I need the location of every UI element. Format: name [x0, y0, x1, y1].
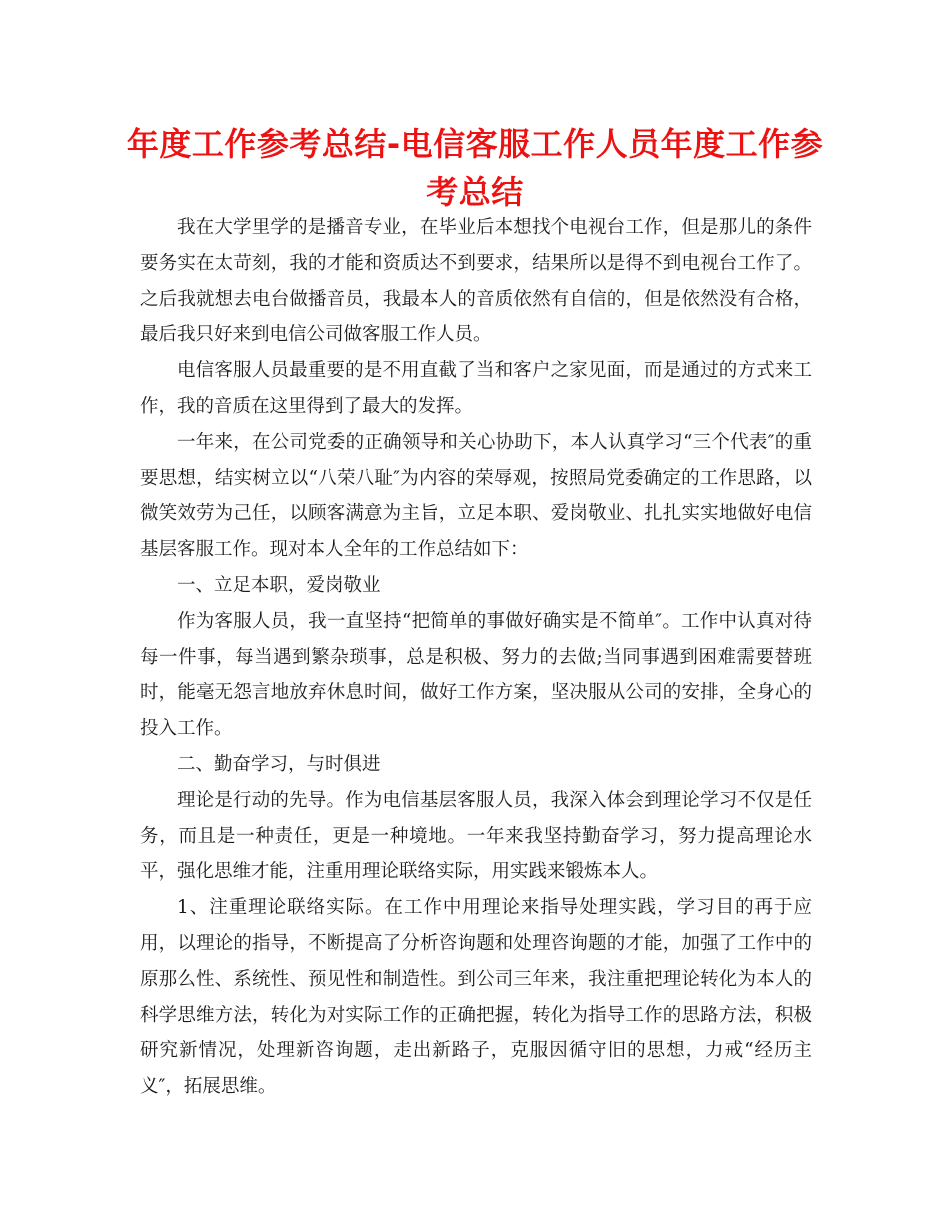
- paragraph-point-1: 1、注重理论联络实际。在工作中用理论来指导处理实践，学习目的再于应用，以理论的指导，不断提高了分析咨询题和处理咨询题的才能，加强了工作中的原那么性、系统性、预见性和制造性。到公司三年来，我注重把理论转化为本人的科学思维方法，转化为对实际工作的正确把握，转化为指导工作的思路方法，积极研究新情况，处理新咨询题，走出新路子，克服因循守旧的思想，力戒“经历主义″，拓展思维。: [140, 897, 812, 1098]
- document-body: [140, 210, 812, 1105]
- paragraph-overview: 一年来，在公司党委的正确领导和关心协助下，本人认真学习“三个代表″的重要思想，结实树立以“八荣八耻″为内容的荣辱观，按照局党委确定的工作思路，以微笑效劳为己任，以顾客满意为主旨，立足本职、爱岗敬业、扎扎实实地做好电信基层客服工作。现对本人全年的工作总结如下：: [140, 431, 812, 561]
- paragraph-section-1: 作为客服人员，我一直坚持“把简单的事做好确实是不简单″。工作中认真对待每一件事，每当遇到繁杂琐事，总是积极、努力的去做;当同事遇到困难需要替班时，能毫无怨言地放弃休息时间，做好工作方案，坚决服从公司的安排，全身心的投入工作。: [140, 610, 812, 740]
- section-heading-1: 一、立足本职，爱岗敬业: [177, 574, 381, 596]
- paragraph-voice: 电信客服人员最重要的是不用直截了当和客户之家见面，而是通过的方式来工作，我的音质在这里得到了最大的发挥。: [140, 360, 812, 417]
- paragraph-intro: 我在大学里学的是播音专业，在毕业后本想找个电视台工作，但是那儿的条件要务实在太苛刻，我的才能和资质达不到要求，结果所以是得不到电视台工作了。之后我就想去电台做播音员，我最本人的音质依然有自信的，但是依然没有合格，最后我只好来到电信公司做客服工作人员。: [140, 217, 812, 346]
- section-heading-2: 二、勤奋学习，与时俱进: [177, 753, 381, 775]
- paragraph-section-2: 理论是行动的先导。作为电信基层客服人员，我深入体会到理论学习不仅是任务，而且是一种责任，更是一种境地。一年来我坚持勤奋学习，努力提高理论水平，强化思维才能，注重用理论联络实际，用实践来锻炼本人。: [140, 789, 812, 883]
- document-title: 年度工作参考总结-电信客服工作人员年度工作参考总结: [126, 125, 824, 211]
